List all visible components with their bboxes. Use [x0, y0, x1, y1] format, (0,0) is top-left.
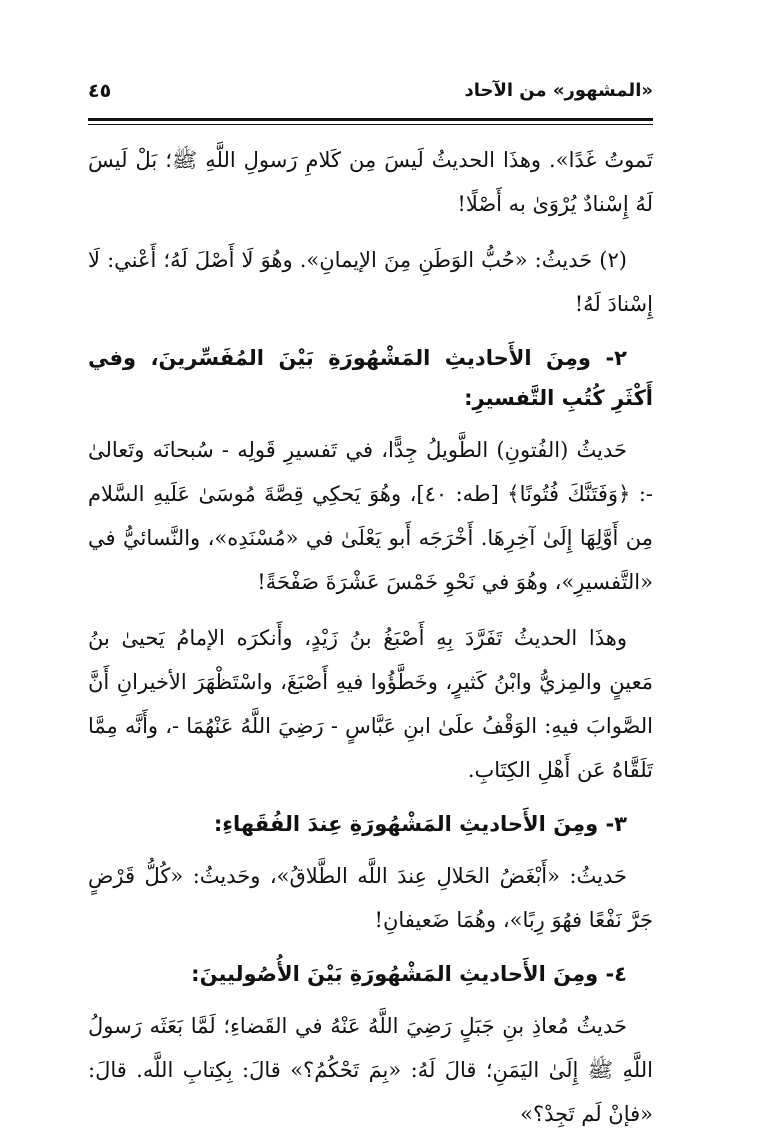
header-rule-thick [88, 118, 653, 121]
page-header [88, 80, 653, 110]
paragraph-5: حَديثُ: «أَبْغَضُ الحَلالِ عِندَ اللَّه الطَّلاقُ»، وحَديثُ: «كُلُّ قَرْضٍ جَرَّ نَفْعًا فهُوَ رِبًا»، وهُمَا ضَعيفانِ! [88, 864, 653, 932]
section-heading-4: ٤- ومِنَ الأَحاديثِ المَشْهُورَةِ بَيْنَ الأُصُوليينَ: [191, 962, 627, 986]
section-heading-2: ٢- ومِنَ الأَحاديثِ المَشْهُورَةِ بَيْنَ المُفَسِّرينَ، وفي أَكْثَرِ كُتُبِ التَّفسيرِ: [88, 346, 653, 410]
paragraph-4: وهذَا الحديثُ تَفَرَّدَ بِهِ أَصْبَغُ بنُ زَيْدٍ، وأَنكرَه الإمامُ يَحيىٰ بنُ مَعينٍ والمِزيُّ وابْنُ كَثيرٍ، وخَطَّؤُوا فيهِ أَصْبَغَ، واسْتَظْهَرَ الأخيرانِ أَنَّ الصَّوابَ فيهِ: الوَقْفُ علَىٰ ابنِ عَبَّاسٍ - رَضِيَ اللَّهُ عَنْهُمَا -، وأَنَّه مِمَّا تَلَقَّاهُ عَن أَهْلِ الكِتَابِ. [88, 626, 653, 782]
running-title: «المشهور» من الآحاد [464, 80, 653, 101]
section-heading-3: ٣- ومِنَ الأَحاديثِ المَشْهُورَةِ عِندَ الفُقَهاءِ: [213, 812, 627, 836]
paragraph-6: حَديثُ مُعاذِ بنِ جَبَلٍ رَضِيَ اللَّهُ عَنْهُ في القَضاءِ؛ لَمَّا بَعَثَه رَسولُ اللَّهِ ﷺ إِلَىٰ اليَمَنِ؛ قالَ لَهُ: «بِمَ تَحْكُمُ؟» قالَ: بِكِتابِ اللَّه. قالَ: «فإنْ لَم تَجِدْ؟» [88, 1014, 653, 1126]
paragraph-3: حَديثُ (الفُتونِ) الطَّويلُ جِدًّا، في تَفسيرِ قَولِه - سُبحانَه وتَعالىٰ -: ﴿وَفَتَنَّكَ فُتُونًا﴾ [طه: ٤٠]، وهُوَ يَحكِي قِصَّةَ مُوسَىٰ عَلَيهِ السَّلام مِن أَوَّلِهَا إِلَىٰ آخِرِهَا. أَخْرَجَه أَبو يَعْلَىٰ في «مُسْنَدِه»، والنَّسائيُّ في «التَّفسيرِ»، وهُوَ في نَحْوِ خَمْسَ عَشْرَةَ صَفْحَةً! [88, 438, 653, 594]
paragraph-2: (٢) حَديثُ: «حُبُّ الوَطَنِ مِنَ الإيمانِ». وهُوَ لَا أَصْلَ لَهُ؛ أَعْني: لَا إِسْنادَ لَهُ! [88, 248, 653, 316]
header-rule-thin [88, 124, 653, 125]
page-body [88, 138, 653, 1126]
paragraph-1: تَموتُ غَدًا». وهذَا الحديثُ لَيسَ مِن كَلامِ رَسولِ اللَّهِ ﷺ؛ بَلْ لَيسَ لَهُ إِسْنادٌ يُرْوَىٰ به أَصْلًا! [88, 148, 653, 216]
page-number: ٤٥ [88, 80, 112, 102]
